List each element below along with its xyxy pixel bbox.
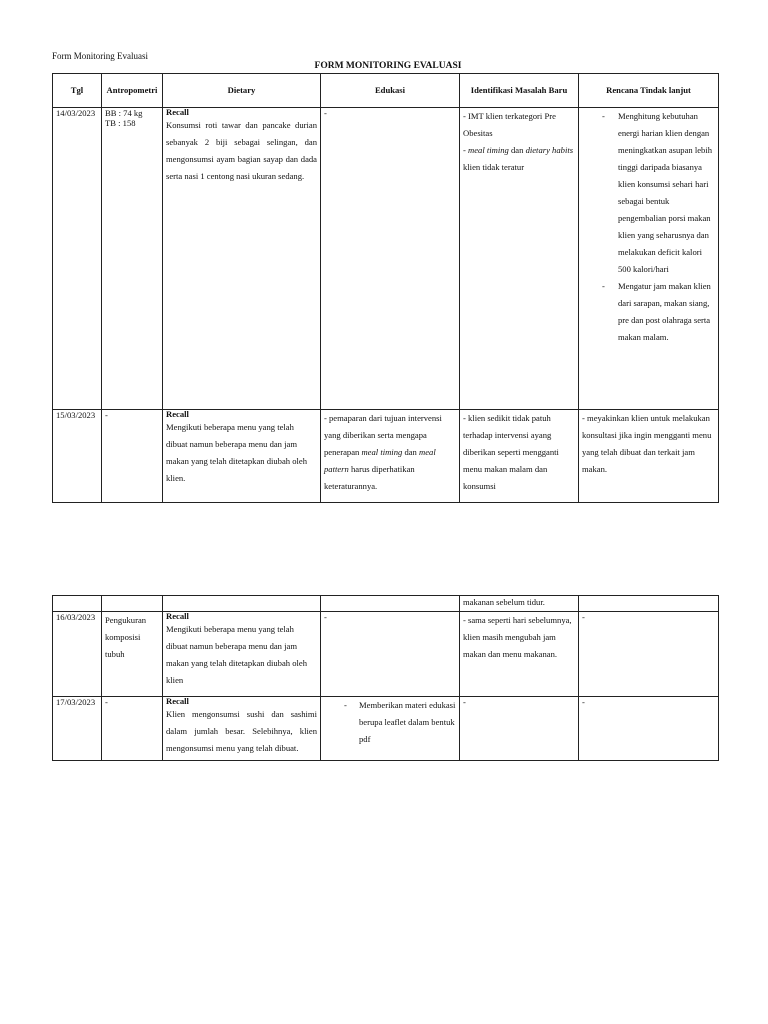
- cell-edukasi: [321, 697, 460, 761]
- edukasi-text: - pemaparan dari tujuan intervensi yang diberikan serta mengapa penerapan: [324, 413, 442, 457]
- ident-item: [463, 142, 575, 176]
- cell-dietary: [163, 410, 321, 503]
- cell-rencana: [579, 108, 719, 410]
- dietary-text: Mengikuti beberapa menu yang telah dibuat namun beberapa menu dan jam makan yang telah ditetapkan diubah oleh klien: [166, 624, 308, 685]
- ident-text: klien tidak teratur: [463, 162, 525, 172]
- cell-identifikasi: - klien sedikit tidak patuh terhadap intervensi ayang diberikan seperti mengganti menu makan malam dan konsumsi: [460, 410, 579, 503]
- antro-bb: BB : 74 kg: [105, 108, 143, 118]
- dietary-text: Mengikuti beberapa menu yang telah dibuat namun beberapa menu dan jam makan yang telah ditetapkan diubah oleh klien.: [166, 422, 308, 483]
- col-header-antropometri: Antropometri: [102, 74, 163, 108]
- dietary-text: Konsumsi roti tawar dan pancake durian sebanyak 2 biji sebagai selingan, dan mengonsumsi ayam bagian sayap dan dada serta nasi 1 centong nasi ukuran sedang.: [166, 120, 317, 181]
- cell-antropometri: Pengukuran komposisi tubuh: [102, 612, 163, 697]
- recall-label: Recall: [166, 409, 189, 419]
- cell-rencana: -: [579, 612, 719, 697]
- col-header-dietary: Dietary: [163, 74, 321, 108]
- cell-antropometri: [102, 596, 163, 612]
- cell-edukasi: -: [321, 612, 460, 697]
- cell-dietary: [163, 108, 321, 410]
- table-header-row: [53, 74, 719, 108]
- edukasi-list: [324, 697, 456, 748]
- cell-identifikasi: [460, 108, 579, 410]
- table-row: [53, 612, 719, 697]
- cell-rencana: -: [579, 697, 719, 761]
- rencana-list: [582, 108, 715, 346]
- cell-edukasi: [321, 596, 460, 612]
- cell-rencana: - meyakinkan klien untuk melakukan konsultasi jika ingin mengganti menu yang telah dibuat dan terkait jam makan.: [579, 410, 719, 503]
- cell-antropometri: -: [102, 697, 163, 761]
- table-row: [53, 108, 719, 410]
- edukasi-item: - Memberikan materi edukasi berupa leaflet dalam bentuk pdf: [359, 697, 456, 748]
- edukasi-text: harus diperhatikan keteraturannya.: [324, 464, 415, 491]
- cell-identifikasi: - sama seperti hari sebelumnya, klien masih mengubah jam makan dan menu makanan.: [460, 612, 579, 697]
- cell-tgl: 16/03/2023: [53, 612, 102, 697]
- ident-term: dietary habits: [525, 145, 574, 155]
- recall-label: Recall: [166, 611, 189, 621]
- antro-tb: TB : 158: [105, 118, 136, 128]
- col-header-edukasi: Edukasi: [321, 74, 460, 108]
- cell-identifikasi: makanan sebelum tidur.: [460, 596, 579, 612]
- rencana-item: - Mengatur jam makan klien dari sarapan, makan siang, pre dan post olahraga serta makan malam.: [618, 278, 715, 346]
- cell-identifikasi: -: [460, 697, 579, 761]
- cell-edukasi: -: [321, 108, 460, 410]
- cell-dietary: [163, 612, 321, 697]
- ident-term: meal timing: [468, 145, 509, 155]
- rencana-item: - Menghitung kebutuhan energi harian klien dengan meningkatkan asupan lebih tinggi daripada biasanya klien konsumsi sehari hari sebagai bentuk pengembalian porsi makan klien yang seharusnya dan melakukan deficit kalori 500 kalori/hari: [618, 108, 715, 278]
- col-header-tgl: Tgl: [53, 74, 102, 108]
- cell-edukasi: [321, 410, 460, 503]
- cell-antropometri: -: [102, 410, 163, 503]
- edukasi-term: meal pattern: [324, 447, 436, 474]
- monitoring-table-continued: [52, 595, 719, 761]
- cell-dietary: [163, 596, 321, 612]
- form-title: FORM MONITORING EVALUASI: [314, 61, 462, 71]
- recall-label: Recall: [166, 696, 189, 706]
- cell-antropometri: [102, 108, 163, 410]
- table-row: [53, 697, 719, 761]
- dietary-text: Klien mengonsumsi sushi dan sashimi dalam jumlah besar. Selebihnya, klien mengonsumsi menu yang telah dibuat.: [166, 709, 317, 753]
- col-header-rencana: Rencana Tindak lanjut: [579, 74, 719, 108]
- cell-rencana: [579, 596, 719, 612]
- cell-tgl: [53, 596, 102, 612]
- edukasi-term: meal timing: [361, 447, 403, 457]
- cell-tgl: 17/03/2023: [53, 697, 102, 761]
- cell-dietary: [163, 697, 321, 761]
- col-header-identifikasi: Identifikasi Masalah Baru: [460, 74, 579, 108]
- edukasi-text: dan: [402, 447, 420, 457]
- table-row-continuation: [53, 596, 719, 612]
- ident-item: - IMT klien terkategori Pre Obesitas: [463, 111, 556, 138]
- ident-text: dan: [508, 145, 526, 155]
- ident-text: -: [463, 145, 469, 155]
- document-label: Form Monitoring Evaluasi: [52, 51, 148, 61]
- monitoring-table: [52, 73, 719, 503]
- recall-label: Recall: [166, 107, 189, 117]
- cell-tgl: 14/03/2023: [53, 108, 102, 410]
- table-row: [53, 410, 719, 503]
- cell-tgl: 15/03/2023: [53, 410, 102, 503]
